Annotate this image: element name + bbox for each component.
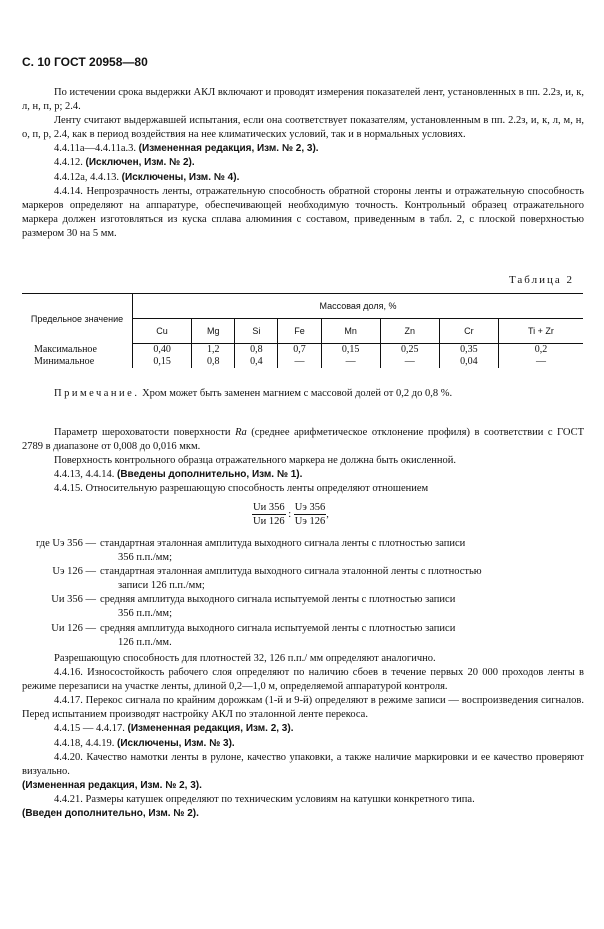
paragraph: 4.4.21. Размеры катушек определяют по техническим условиям на катушки конкретного типа. [54, 793, 475, 805]
table-cell: 0,7 [278, 344, 321, 357]
paragraph [22, 142, 584, 156]
paragraph [22, 171, 584, 185]
table-cell: — [278, 356, 321, 368]
clause-number: 4.4.11а—4.4.11а.3. [54, 143, 139, 155]
formula-end: , [326, 508, 329, 520]
paragraph: Поверхность контрольного образца отражательного маркера не должна быть окисленной. [54, 455, 456, 467]
paragraph: Ленту считают выдержавшей испытания, если она соответствует показателям, установленным в пп. 2.2з, и, к, л, м, н, о, п, р, 2.4, как в период воздействия на нее климатических условий, так и в нормальных условиях. [22, 115, 584, 141]
amendment-note: (Измененная редакция, Изм. № 2, 3). [138, 143, 319, 155]
formula-operator: : [288, 508, 292, 520]
table-cell: 1,2 [192, 344, 235, 357]
paragraph [22, 722, 584, 736]
table-note [54, 388, 452, 399]
table-caption: Таблица 2 [508, 274, 574, 286]
table-cell: 0,8 [235, 344, 278, 357]
definition-term: Uи 356 — [51, 594, 96, 606]
definition-term: Uи 126 — [51, 622, 96, 634]
amendment-note: (Исключены, Изм. № 4). [121, 171, 240, 183]
definition-item [0, 593, 604, 621]
fraction-test [252, 501, 286, 528]
table-cell: — [498, 356, 583, 368]
fraction-denominator: Uи 126 [253, 516, 285, 527]
paragraph [22, 156, 584, 170]
amendment-note: (Введен дополнительно, Изм. № 2). [22, 808, 199, 820]
amendment-note: (Введены дополнительно, Изм. № 1). [117, 469, 303, 481]
column-header: Zn [380, 319, 439, 344]
table-cell: 0,8 [192, 356, 235, 368]
definition-item [0, 622, 604, 650]
resolution-formula [252, 501, 329, 528]
table-header-row [22, 294, 583, 319]
fraction-reference [294, 501, 326, 528]
clause-number: 4.4.12. [54, 157, 86, 169]
table-cell: 0,35 [439, 344, 498, 357]
row-label: Максимальное [34, 343, 97, 355]
note-label: Примечание. [54, 388, 140, 399]
definition-text: записи 126 п.п./мм; [118, 580, 205, 592]
definition-text: средняя амплитуда выходного сигнала испытуемой ленты с плотностью записи [100, 622, 456, 634]
definition-text: 356 п.п./мм; [118, 608, 172, 620]
table-row [22, 344, 583, 357]
table-cell: 0,04 [439, 356, 498, 368]
definition-term: где Uэ 356 — [35, 538, 96, 549]
definition-item [0, 537, 604, 565]
note-text: Хром может быть заменен магнием с массовой долей от 0,2 до 0,8 %. [139, 388, 453, 399]
definitions-list [0, 537, 604, 650]
text-block-bottom [22, 652, 584, 821]
column-header: Fe [278, 319, 321, 344]
definition-text: стандартная эталонная амплитуда выходного сигнала ленты с плотностью записи [100, 538, 466, 549]
table-row [22, 356, 583, 368]
clause-number: 4.4.15 — 4.4.17. [54, 723, 128, 735]
paragraph: По истечении срока выдержки АКЛ включают и проводят измерения показателей лент, установленных в пп. 2.2з, и, к, л, н, п, р; 2.4. [22, 87, 584, 113]
table-cell: 0,15 [133, 356, 192, 368]
text-run: (среднее арифметическое отклонение профиля) в соответствии с ГОСТ 2789 в диапазоне от 0,008 до 0,016 мкм. [22, 427, 584, 453]
definition-item [0, 565, 604, 593]
table-cell: 0,2 [498, 344, 583, 357]
paragraph [22, 468, 584, 482]
fraction-numerator: Uи 356 [253, 502, 285, 513]
definition-text: 126 п.п./мм. [118, 636, 172, 648]
fraction-denominator: Uэ 126 [294, 516, 326, 527]
page-header: С. 10 ГОСТ 20958—80 [22, 55, 148, 69]
text-block-middle [22, 426, 584, 496]
amendment-note: (Измененная редакция, Изм. 2, 3). [127, 723, 294, 735]
paragraph [22, 426, 584, 454]
paragraph: 4.4.20. Качество намотки ленты в рулоне, качество упаковки, а также наличие маркировки и ее качество проверяют визуально. [22, 751, 584, 777]
definition-term: Uэ 126 — [52, 566, 96, 578]
column-header: Si [235, 319, 278, 344]
paragraph: 4.4.16. Износостойкость рабочего слоя определяют по наличию сбоев в течение первых 20 000 проходов ленты в режиме перезаписи на участке ленты, длиной 0,2—1,0 м, определяемой аппаратурой контроля. [22, 667, 584, 693]
column-header: Mg [192, 319, 235, 344]
table-cell: 0,40 [133, 344, 192, 357]
definition-text: стандартная эталонная амплитуда выходного сигнала эталонной ленты с плотностью [100, 566, 482, 578]
clause-number: 4.4.13, 4.4.14. [54, 469, 117, 481]
paragraph: 4.4.14. Непрозрачность ленты, отражательную способность обратной стороны ленты и отражательную способность маркеров определяют на аппаратуре, обеспечивающей необходимую точность. Контрольный образец отражательного маркера должен изготовляться из куска сплава алюминия с составом, приведенным в табл. 2, с плоской поверхностью размером 30 на 5 мм. [22, 185, 584, 239]
symbol-ra: Ra [235, 427, 247, 438]
column-header: Ti + Zr [498, 319, 583, 344]
table-cell: 0,15 [321, 344, 380, 357]
column-header: Cu [133, 319, 192, 344]
text-run: Параметр шероховатости поверхности [54, 427, 236, 438]
table-group-header: Массовая доля, % [133, 294, 584, 319]
composition-table [22, 293, 583, 368]
column-header: Cr [439, 319, 498, 344]
paragraph: Разрешающую способность для плотностей 32, 126 п.п./ мм определяют аналогично. [54, 653, 436, 664]
fraction-numerator: Uэ 356 [294, 502, 326, 513]
row-label: Минимальное [34, 356, 95, 367]
clause-number: 4.4.12а, 4.4.13. [54, 171, 122, 183]
amendment-note: (Исключены, Изм. № 3). [117, 737, 235, 749]
definition-text: 356 п.п./мм; [118, 552, 172, 564]
table-cell: 0,25 [380, 344, 439, 357]
text-block-top [22, 86, 584, 241]
definition-text: средняя амплитуда выходного сигнала испытуемой ленты с плотностью записи [100, 594, 456, 606]
paragraph: 4.4.15. Относительную разрешающую способность ленты определяют отношением [54, 483, 429, 495]
table-cell: — [321, 356, 380, 368]
paragraph: 4.4.17. Перекос сигнала по крайним дорожкам (1-й и 9-й) определяют в режиме записи — воспроизведения сигналов. Перед испытанием производят настройку АКЛ по эталонной ленте перекоса. [22, 695, 584, 721]
table-row-header: Предельное значение [22, 294, 133, 344]
paragraph [22, 737, 584, 751]
column-header: Mn [321, 319, 380, 344]
table-cell: 0,4 [235, 356, 278, 368]
amendment-note: (Измененная редакция, Изм. № 2, 3). [22, 779, 202, 791]
clause-number: 4.4.18, 4.4.19. [54, 737, 117, 749]
table-cell: — [380, 356, 439, 368]
amendment-note: (Исключен, Изм. № 2). [85, 157, 195, 169]
